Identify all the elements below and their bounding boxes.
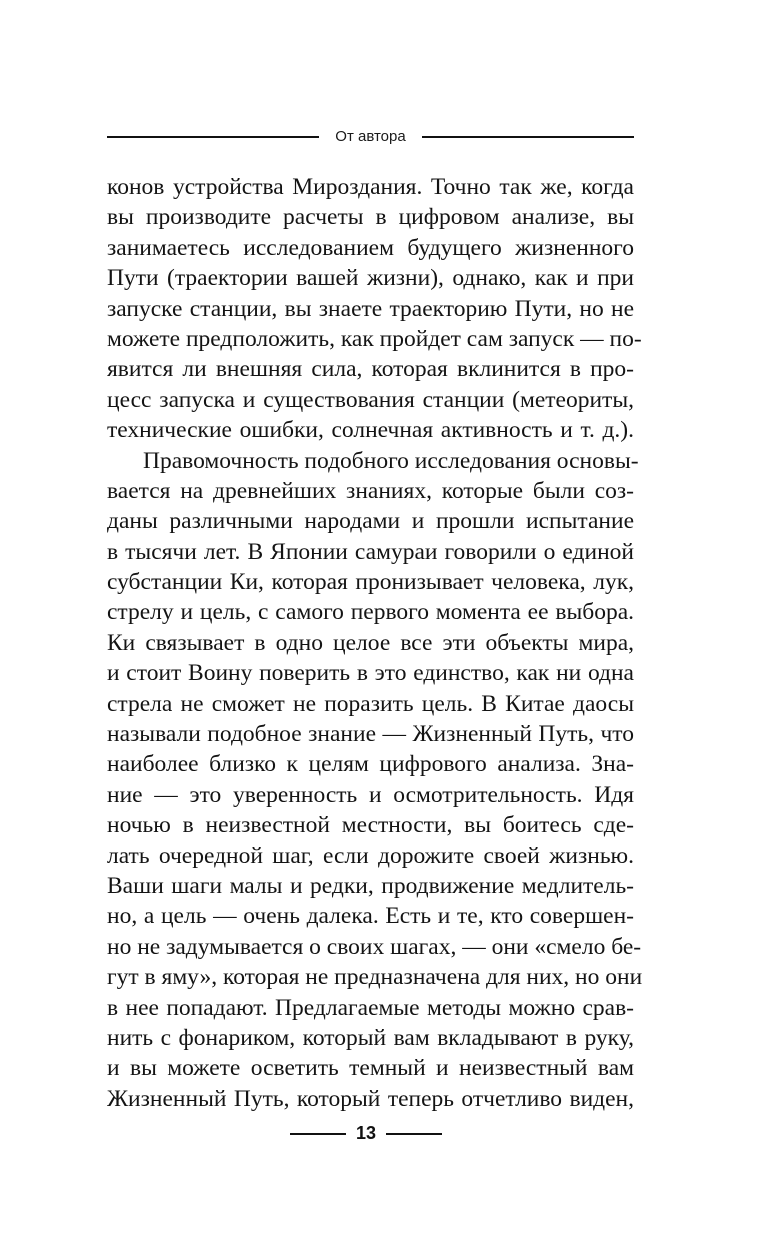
text-line: Жизненный Путь, который теперь отчетливо виден, bbox=[107, 1085, 634, 1112]
text-line: вы производите расчеты в цифровом анализе, вы bbox=[107, 204, 634, 231]
text-line: в тысячи лет. В Японии самураи говорили о единой bbox=[107, 538, 634, 565]
text-line: занимаетесь исследованием будущего жизненного bbox=[107, 234, 634, 261]
text-line: но, а цель — очень далека. Есть и те, кто совершен- bbox=[107, 903, 634, 930]
running-head bbox=[107, 124, 634, 150]
text-line: вается на древнейших знаниях, которые были соз- bbox=[107, 477, 634, 504]
running-head-rule-right bbox=[422, 136, 634, 138]
text-line: в нее попадают. Предлагаемые методы можно срав- bbox=[107, 994, 634, 1021]
running-head-title: От автора bbox=[335, 128, 406, 145]
text-line: запуске станции, вы знаете траекторию Пути, но не bbox=[107, 295, 634, 322]
text-line: Ваши шаги малы и редки, продвижение медлитель- bbox=[107, 872, 634, 899]
text-line: можете предположить, как пройдет сам запуск — по- bbox=[107, 325, 642, 352]
text-line: субстанции Ки, которая пронизывает человека, лук, bbox=[107, 569, 634, 596]
page-footer bbox=[0, 1118, 768, 1148]
text-line: стрела не сможет не поразить цель. В Китае даосы bbox=[107, 690, 634, 717]
text-line: ночью в неизвестной местности, вы боитесь сде- bbox=[107, 812, 634, 839]
text-line: ние — это уверенность и осмотрительность. Идя bbox=[107, 781, 634, 808]
text-line: лать очередной шаг, если дорожите своей жизнью. bbox=[107, 842, 634, 869]
page-number: 13 bbox=[355, 1123, 377, 1143]
text-line: технические ошибки, солнечная активность и т. д.). bbox=[107, 417, 634, 444]
text-line: и вы можете осветить темный и неизвестный вам bbox=[107, 1055, 634, 1082]
text-line: стрелу и цель, с самого первого момента ее выбора. bbox=[107, 599, 634, 626]
footer-rule-right bbox=[386, 1133, 442, 1135]
text-line: называли подобное знание — Жизненный Путь, что bbox=[107, 721, 634, 748]
footer-rule-left bbox=[290, 1133, 346, 1135]
text-line: но не задумывается о своих шагах, — они «смело бе- bbox=[107, 933, 642, 960]
text-line: конов устройства Мироздания. Точно так же, когда bbox=[107, 174, 634, 200]
text-line: и стоит Воину поверить в это единство, как ни одна bbox=[107, 660, 634, 687]
text-line: нить с фонариком, который вам вкладывают в руку, bbox=[107, 1024, 634, 1051]
text-line: Пути (траектории вашей жизни), однако, как и при bbox=[107, 265, 634, 292]
text-line: Правомочность подобного исследования основы- bbox=[143, 447, 639, 474]
body-text bbox=[107, 172, 643, 1114]
text-line: цесс запуска и существования станции (метеориты, bbox=[107, 386, 634, 413]
text-line: наиболее близко к целям цифрового анализа. Зна- bbox=[107, 751, 634, 778]
text-line: явится ли внешняя сила, которая вклинится в про- bbox=[107, 356, 634, 383]
text-line: даны различными народами и прошли испытание bbox=[107, 508, 634, 535]
text-line: гут в яму», которая не предназначена для них, но они bbox=[107, 964, 643, 991]
text-line: Ки связывает в одно целое все эти объекты мира, bbox=[107, 629, 634, 656]
